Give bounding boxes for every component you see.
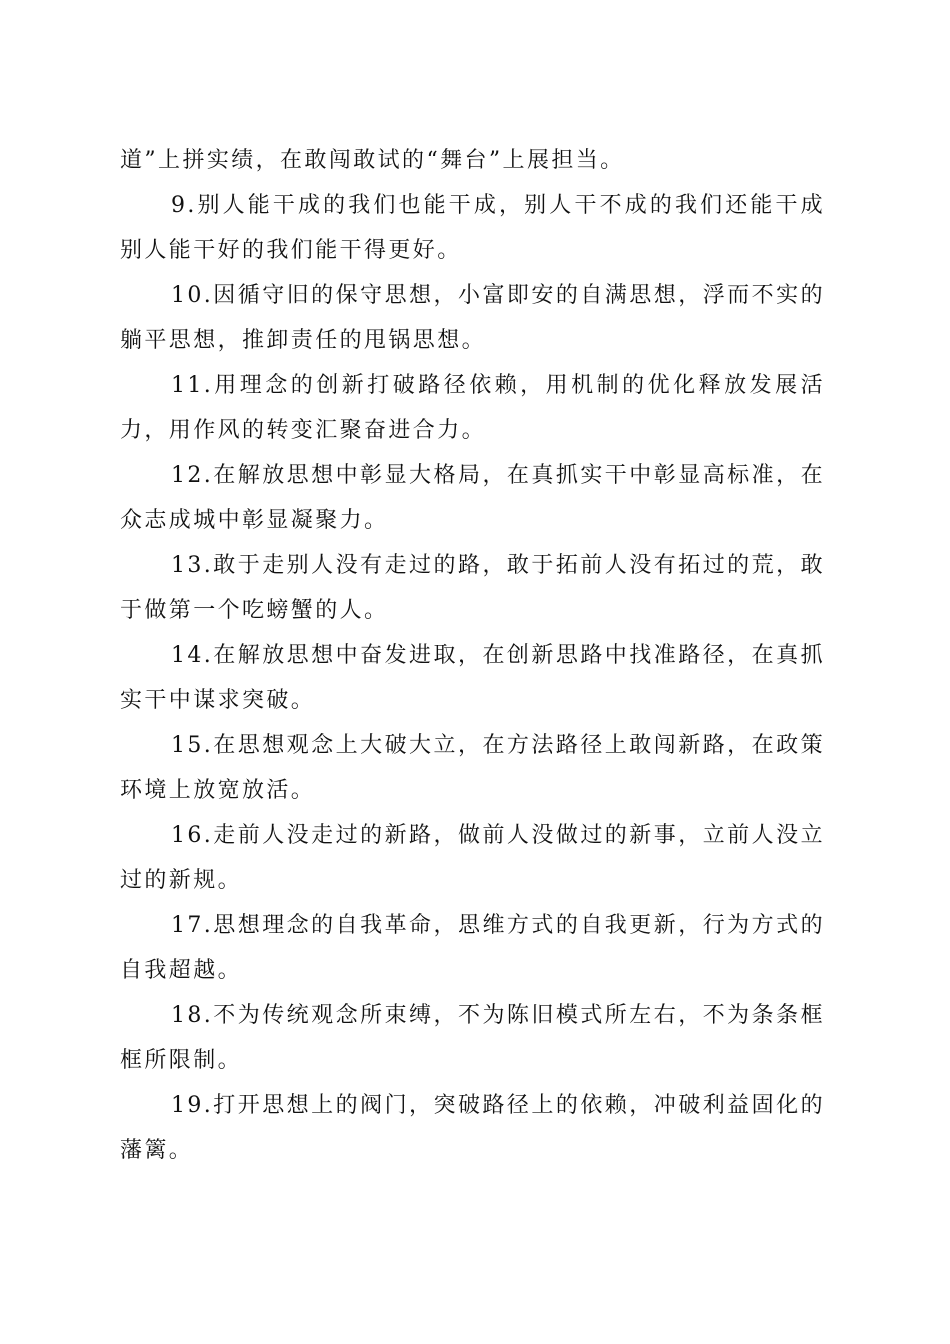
item-number: 17. <box>171 913 214 938</box>
continuation-paragraph: 道”上拼实绩，在敢闯敢试的“舞台”上展担当。 <box>120 148 625 173</box>
item-text: 别人能干成的我们也能干成，别人干不成的我们还能干成别人能干好的我们能干得更好。 <box>120 193 825 263</box>
item-number: 12. <box>171 463 214 488</box>
item-text: 在解放思想中彰显大格局，在真抓实干中彰显高标准，在众志成城中彰显凝聚力。 <box>120 463 825 533</box>
item-number: 15. <box>171 733 214 758</box>
list-item <box>120 183 825 273</box>
item-number: 9. <box>171 193 197 218</box>
item-number: 10. <box>171 283 214 308</box>
item-text: 走前人没走过的新路，做前人没做过的新事，立前人没立过的新规。 <box>120 823 825 893</box>
list-item <box>120 633 825 723</box>
list-item <box>120 273 825 363</box>
document-body <box>120 138 825 1173</box>
item-number: 19. <box>171 1093 214 1118</box>
item-text: 用理念的创新打破路径依赖，用机制的优化释放发展活力，用作风的转变汇聚奋进合力。 <box>120 373 825 443</box>
list-item <box>120 363 825 453</box>
item-number: 16. <box>171 823 214 848</box>
item-number: 13. <box>171 553 214 578</box>
item-number: 18. <box>171 1003 214 1028</box>
item-number: 14. <box>171 643 214 668</box>
list-item <box>120 1083 825 1173</box>
list-item <box>120 453 825 543</box>
item-text: 思想理念的自我革命，思维方式的自我更新，行为方式的自我超越。 <box>120 913 825 983</box>
list-item <box>120 903 825 993</box>
list-item <box>120 723 825 813</box>
list-item <box>120 543 825 633</box>
item-number: 11. <box>171 373 214 398</box>
list-item <box>120 993 825 1083</box>
item-text: 打开思想上的阀门，突破路径上的依赖，冲破利益固化的藩篱。 <box>120 1093 825 1163</box>
list-item <box>120 813 825 903</box>
item-text: 不为传统观念所束缚，不为陈旧模式所左右，不为条条框框所限制。 <box>120 1003 825 1073</box>
item-text: 在解放思想中奋发进取，在创新思路中找准路径，在真抓实干中谋求突破。 <box>120 643 825 713</box>
item-text: 敢于走别人没有走过的路，敢于拓前人没有拓过的荒，敢于做第一个吃螃蟹的人。 <box>120 553 825 623</box>
item-text: 因循守旧的保守思想，小富即安的自满思想，浮而不实的躺平思想，推卸责任的甩锅思想。 <box>120 283 825 353</box>
item-text: 在思想观念上大破大立，在方法路径上敢闯新路，在政策环境上放宽放活。 <box>120 733 825 803</box>
